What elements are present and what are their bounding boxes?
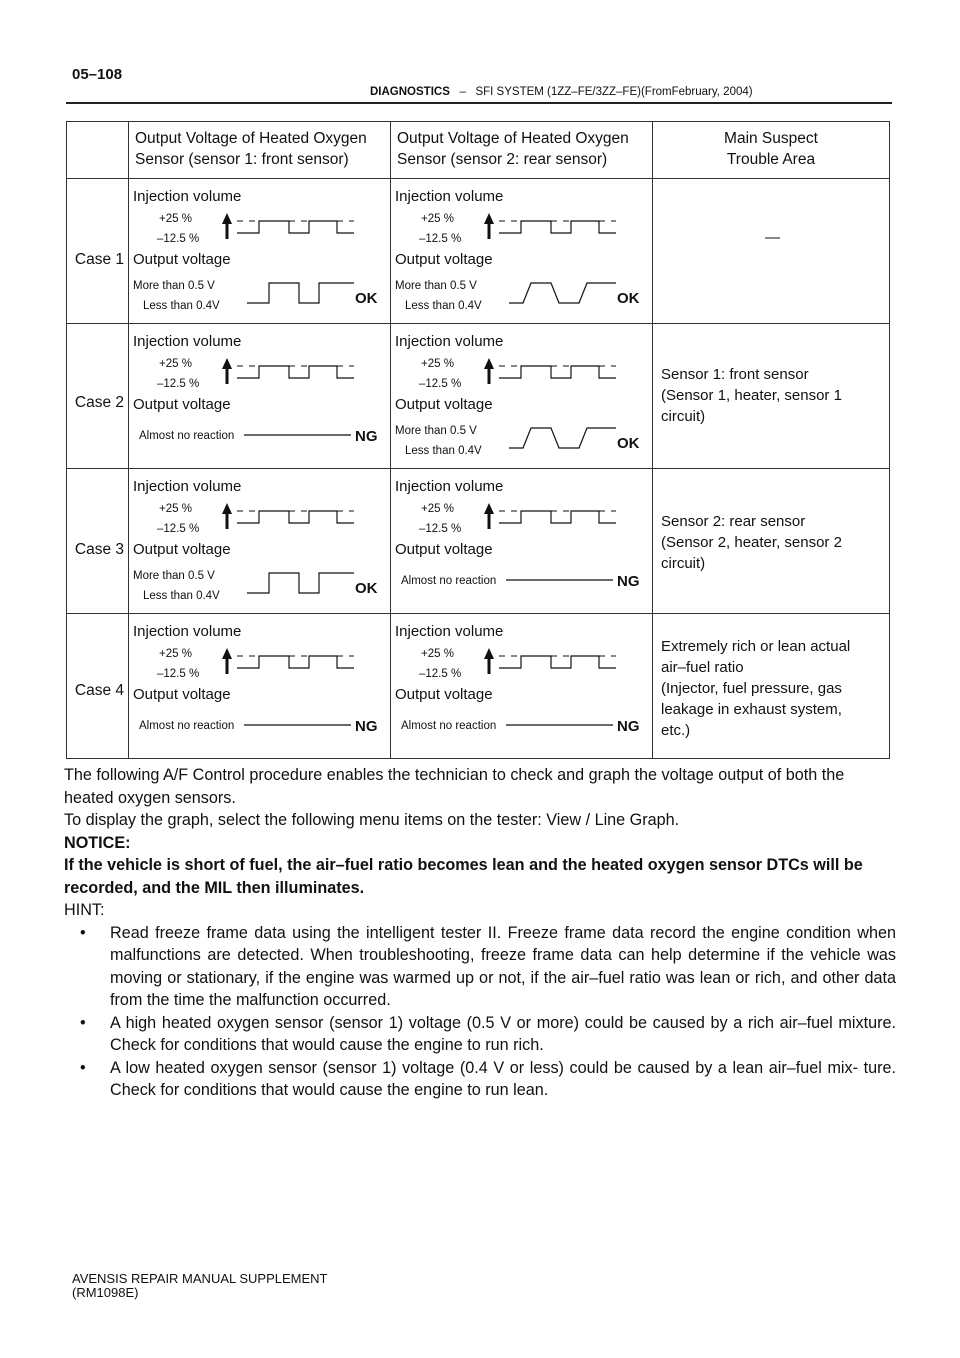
case-cell xyxy=(67,179,129,324)
trouble-area-line: (Sensor 2, heater, sensor 2 xyxy=(661,534,842,551)
trouble-area-line: circuit) xyxy=(661,408,706,425)
output-voltage-label: Output voltage xyxy=(395,251,493,268)
case-label: Case 1 xyxy=(74,251,124,268)
status-ng: NG xyxy=(617,573,640,590)
case-label: Case 3 xyxy=(74,541,124,558)
injection-wave xyxy=(237,221,354,233)
status-ng: NG xyxy=(355,718,378,735)
injection-volume-label: Injection volume xyxy=(133,623,242,640)
trouble-area-line: air–fuel ratio xyxy=(661,659,744,676)
header-sensor1 xyxy=(129,122,391,179)
header-sensor2 xyxy=(391,122,653,179)
plus-25-label: +25 % xyxy=(159,503,192,515)
status-ok: OK xyxy=(617,435,640,452)
arrow-up-icon xyxy=(222,358,232,369)
sensor2-waveform xyxy=(391,469,653,614)
bullet-icon: • xyxy=(80,1058,86,1077)
trouble-area-cell xyxy=(653,324,890,469)
status-ok: OK xyxy=(355,290,378,307)
case-label: Case 2 xyxy=(74,394,124,411)
sensor2-waveform xyxy=(391,179,653,324)
case-cell xyxy=(67,614,129,759)
status-ng: NG xyxy=(617,718,640,735)
bullet-icon: • xyxy=(80,1013,86,1032)
plus-25-label: +25 % xyxy=(421,503,454,515)
arrow-up-icon xyxy=(484,648,494,659)
less-than-label: Less than 0.4V xyxy=(405,300,482,312)
trouble-area-line: (Injector, fuel pressure, gas xyxy=(661,680,842,697)
bullet-icon: • xyxy=(80,923,86,942)
no-reaction-label: Almost no reaction xyxy=(139,720,235,732)
output-voltage-label: Output voltage xyxy=(133,251,231,268)
trouble-area-cell xyxy=(653,469,890,614)
table-row xyxy=(67,179,890,324)
header-area xyxy=(653,122,890,179)
status-ok: OK xyxy=(617,290,640,307)
output-slope-wave xyxy=(509,428,616,448)
output-voltage-label: Output voltage xyxy=(133,396,231,413)
injection-wave xyxy=(237,511,354,523)
header-section: DIAGNOSTICS xyxy=(370,86,450,98)
injection-wave xyxy=(499,511,616,523)
trouble-area-text xyxy=(661,636,875,741)
sensor2-cell xyxy=(391,179,653,324)
trouble-area-cell xyxy=(653,179,890,324)
header-rule xyxy=(66,102,892,104)
trouble-area-line: Sensor 2: rear sensor xyxy=(661,513,806,530)
injection-volume-label: Injection volume xyxy=(395,333,504,350)
hint-bullet-text: A high heated oxygen sensor (sensor 1) voltage (0.5 V or more) could be caused by a rich air–fuel mixture. Check for conditions that would cause the engine to run rich. xyxy=(110,1013,896,1054)
minus-12-5-label: –12.5 % xyxy=(157,233,200,245)
trouble-area-line: Extremely rich or lean actual xyxy=(661,638,851,655)
sensor1-waveform xyxy=(129,469,391,614)
hint-title: HINT: xyxy=(64,901,105,919)
less-than-label: Less than 0.4V xyxy=(143,300,220,312)
injection-wave xyxy=(499,656,616,668)
case-cell xyxy=(67,324,129,469)
sensor1-cell xyxy=(129,179,391,324)
minus-12-5-label: –12.5 % xyxy=(419,378,462,390)
hint-bullet xyxy=(64,1012,896,1057)
trouble-area-line: leakage in exhaust system, xyxy=(661,701,842,718)
arrow-up-icon xyxy=(484,213,494,224)
arrow-up-icon xyxy=(484,503,494,514)
plus-25-label: +25 % xyxy=(421,213,454,225)
trouble-area-line: — xyxy=(765,229,780,246)
case-label: Case 4 xyxy=(74,682,124,699)
trouble-area-text xyxy=(661,511,842,574)
minus-12-5-label: –12.5 % xyxy=(157,523,200,535)
injection-volume-label: Injection volume xyxy=(133,188,242,205)
status-ng: NG xyxy=(355,428,378,445)
page-number: 05–108 xyxy=(72,66,123,83)
minus-12-5-label: –12.5 % xyxy=(157,668,200,680)
display-instructions: To display the graph, select the following menu items on the tester: View / Line Graph. xyxy=(64,811,680,829)
table-header-row xyxy=(67,122,890,179)
notice-text: If the vehicle is short of fuel, the air–fuel ratio becomes lean and the heated oxygen sensor DTCs will be recorded, and the MIL then illuminates. xyxy=(64,856,863,897)
header-area-line1: Main Suspect xyxy=(724,130,818,147)
output-voltage-label: Output voltage xyxy=(133,541,231,558)
sensor1-waveform xyxy=(129,179,391,324)
table-row xyxy=(67,324,890,469)
plus-25-label: +25 % xyxy=(159,358,192,370)
more-than-label: More than 0.5 V xyxy=(133,570,215,582)
footer-line1: AVENSIS REPAIR MANUAL SUPPLEMENT xyxy=(72,1271,328,1286)
minus-12-5-label: –12.5 % xyxy=(419,233,462,245)
case-cell xyxy=(67,469,129,614)
header-dash: – xyxy=(459,86,466,98)
arrow-up-icon xyxy=(222,648,232,659)
hint-bullet xyxy=(64,1057,896,1102)
minus-12-5-label: –12.5 % xyxy=(419,523,462,535)
minus-12-5-label: –12.5 % xyxy=(157,378,200,390)
arrow-up-icon xyxy=(222,503,232,514)
injection-volume-label: Injection volume xyxy=(395,188,504,205)
more-than-label: More than 0.5 V xyxy=(133,280,215,292)
trouble-area-line: (Sensor 1, heater, sensor 1 xyxy=(661,387,842,404)
header-area-line2: Trouble Area xyxy=(726,151,816,168)
output-voltage-label: Output voltage xyxy=(395,396,493,413)
sensor1-waveform xyxy=(129,324,391,469)
hint-bullet xyxy=(64,922,896,1012)
table-row xyxy=(67,614,890,759)
output-voltage-label: Output voltage xyxy=(395,686,493,703)
minus-12-5-label: –12.5 % xyxy=(419,668,462,680)
footer-line2: (RM1098E) xyxy=(72,1285,139,1300)
sensor2-cell xyxy=(391,614,653,759)
less-than-label: Less than 0.4V xyxy=(405,445,482,457)
plus-25-label: +25 % xyxy=(421,358,454,370)
sensor2-waveform xyxy=(391,614,653,759)
injection-volume-label: Injection volume xyxy=(395,478,504,495)
header-sensor1-line1: Output Voltage of Heated Oxygen xyxy=(135,130,367,147)
injection-wave xyxy=(237,656,354,668)
body-text xyxy=(64,764,896,1102)
arrow-up-icon xyxy=(222,213,232,224)
plus-25-label: +25 % xyxy=(159,648,192,660)
header-sensor2-line2: Sensor (sensor 2: rear sensor) xyxy=(397,151,608,168)
output-square-wave xyxy=(247,573,354,593)
less-than-label: Less than 0.4V xyxy=(143,590,220,602)
running-header xyxy=(370,86,753,98)
trouble-area-line: etc.) xyxy=(661,722,691,739)
output-slope-wave xyxy=(509,283,616,303)
status-ok: OK xyxy=(355,580,378,597)
sensor2-waveform xyxy=(391,324,653,469)
sensor2-cell xyxy=(391,324,653,469)
sensor1-cell xyxy=(129,324,391,469)
sensor2-cell xyxy=(391,469,653,614)
trouble-area-cell xyxy=(653,614,890,759)
no-reaction-label: Almost no reaction xyxy=(401,575,497,587)
footer xyxy=(72,1272,328,1300)
more-than-label: More than 0.5 V xyxy=(395,280,477,292)
injection-wave xyxy=(499,221,616,233)
injection-wave xyxy=(499,366,616,378)
header-subtitle: SFI SYSTEM (1ZZ–FE/3ZZ–FE)(FromFebruary, 2004) xyxy=(475,86,753,98)
notice-title: NOTICE: xyxy=(64,833,131,852)
intro-paragraph: The following A/F Control procedure enables the technician to check and graph the voltage output of both the heated oxygen sensors. xyxy=(64,766,845,807)
no-reaction-label: Almost no reaction xyxy=(401,720,497,732)
trouble-area-line: circuit) xyxy=(661,555,706,572)
injection-volume-label: Injection volume xyxy=(395,623,504,640)
output-square-wave xyxy=(247,283,354,303)
header-case-cell xyxy=(67,122,129,179)
sensor1-cell xyxy=(129,614,391,759)
table-row xyxy=(67,469,890,614)
header-sensor2-line1: Output Voltage of Heated Oxygen xyxy=(397,130,629,147)
sensor1-cell xyxy=(129,469,391,614)
hint-bullet-text: Read freeze frame data using the intelligent tester II. Freeze frame data record the engine condition when malfunctions are detected. When troubleshooting, freeze frame data can help determine if the vehicle was moving or stationary, if the engine was warmed up or not, if the air–fuel ratio was lean or rich, and other data from the time the malfunction occurred. xyxy=(110,923,896,1009)
output-voltage-label: Output voltage xyxy=(395,541,493,558)
injection-volume-label: Injection volume xyxy=(133,333,242,350)
more-than-label: More than 0.5 V xyxy=(395,425,477,437)
diagnosis-table xyxy=(66,121,890,759)
injection-wave xyxy=(237,366,354,378)
injection-volume-label: Injection volume xyxy=(133,478,242,495)
trouble-area-text xyxy=(661,364,842,427)
trouble-area-line: Sensor 1: front sensor xyxy=(661,366,809,383)
arrow-up-icon xyxy=(484,358,494,369)
no-reaction-label: Almost no reaction xyxy=(139,430,235,442)
header-sensor1-line2: Sensor (sensor 1: front sensor) xyxy=(135,151,349,168)
hint-bullet-text: A low heated oxygen sensor (sensor 1) voltage (0.4 V or less) could be caused by a lean air–fuel mix- ture. Check for conditions that would cause the engine to run lean. xyxy=(110,1058,896,1099)
plus-25-label: +25 % xyxy=(159,213,192,225)
output-voltage-label: Output voltage xyxy=(133,686,231,703)
sensor1-waveform xyxy=(129,614,391,759)
plus-25-label: +25 % xyxy=(421,648,454,660)
